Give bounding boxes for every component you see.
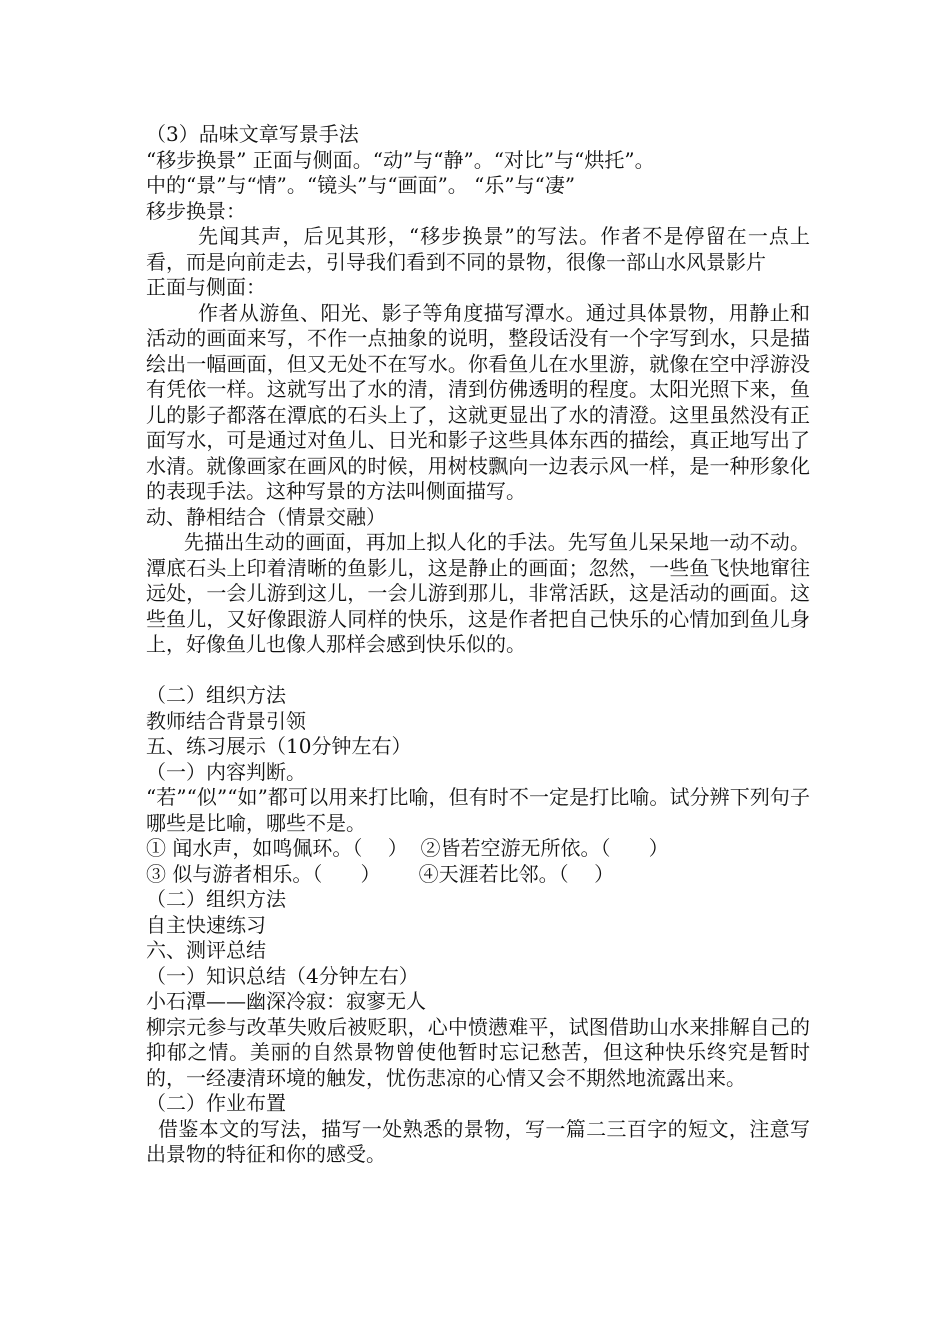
methods-list-line-1: “移步换景” 正面与侧面。“动”与“静”。“对比”与“烘托”。	[146, 147, 655, 172]
exercise-options-line-2: ③ 似与游者相乐。（ ） ④天涯若比邻。（ ）	[146, 861, 615, 886]
subheading-moving-scenes: 移步换景：	[146, 198, 246, 223]
heading-organization-method-2: （二）组织方法	[146, 887, 286, 911]
document-body	[146, 122, 810, 1168]
section-heading-writing-methods: （3）品味文章写景手法	[146, 122, 359, 146]
subheading-motion-stillness: 动、静相结合（情景交融）	[146, 504, 386, 529]
paragraph-metaphor-question: “若”“似”“如”都可以用来打比喻，但有时不一定是打比喻。试分辨下列句子哪些是比喻，哪些不是。	[146, 785, 810, 835]
paragraph-motion-stillness: 先描出生动的画面，再加上拟人化的手法。先写鱼儿呆呆地一动不动。潭底石头上印着清晰的鱼影儿，这是静止的画面；忽然，一些鱼飞快地窜往远处，一会儿游到这儿，一会儿游到那儿，非常活跃，这是活动的画面。这些鱼儿，又好像跟游人同样的快乐，这是作者把自己快乐的心情加到鱼儿身上，好像鱼儿也像人那样会感到快乐似的。	[146, 530, 810, 656]
subheading-front-side: 正面与侧面：	[146, 275, 266, 299]
heading-homework: （二）作业布置	[146, 1091, 286, 1115]
heading-organization-method-1: （二）组织方法	[146, 683, 286, 707]
heading-assessment-summary: 六、测评总结	[146, 938, 266, 962]
blank-line	[146, 658, 810, 684]
paragraph-homework: 借鉴本文的写法，描写一处熟悉的景物，写一篇二三百字的短文，注意写出景物的特征和你的感受。	[146, 1116, 810, 1166]
heading-content-judgment: （一）内容判断。	[146, 759, 306, 784]
paragraph-liu-zongyuan: 柳宗元参与改革失败后被贬职，心中愤懑难平，试图借助山水来排解自己的抑郁之情。美丽的自然景物曾使他暂时忘记愁苦，但这种快乐终究是暂时的，一经凄清环境的触发，忧伤悲凉的心情又会不期然地流露出来。	[146, 1014, 810, 1090]
methods-list-line-2: 中的“景”与“情”。“镜头”与“画面”。 “乐”与“凄”	[146, 173, 576, 197]
heading-knowledge-summary: （一）知识总结（4分钟左右）	[146, 963, 419, 988]
text-self-practice: 自主快速练习	[146, 912, 266, 937]
heading-practice-display: 五、练习展示（10分钟左右）	[146, 734, 412, 758]
text-teacher-guidance: 教师结合背景引领	[146, 708, 306, 733]
exercise-options-line-1: ① 闻水声，如鸣佩环。（ ） ②皆若空游无所依。（ ）	[146, 836, 669, 860]
paragraph-moving-scenes: 先闻其声，后见其形，“移步换景”的写法。作者不是停留在一点上看，而是向前走去，引导我们看到不同的景物，很像一部山水风景影片	[146, 224, 810, 274]
text-little-stone-pond: 小石潭——幽深冷寂：寂寥无人	[146, 989, 426, 1013]
paragraph-side-description: 作者从游鱼、阳光、影子等角度描写潭水。通过具体景物，用静止和活动的画面来写，不作一点抽象的说明，整段话没有一个字写到水，只是描绘出一幅画面，但又无处不在写水。你看鱼儿在水里游，就像在空中浮游没有凭依一样。这就写出了水的清，清到仿佛透明的程度。太阳光照下来，鱼儿的影子都落在潭底的石头上了，这就更显出了水的清澄。这里虽然没有正面写水，可是通过对鱼儿、日光和影子这些具体东西的描绘，真正地写出了水清。就像画家在画风的时候，用树枝飘向一边表示风一样，是一种形象化的表现手法。这种写景的方法叫侧面描写。	[146, 300, 810, 503]
